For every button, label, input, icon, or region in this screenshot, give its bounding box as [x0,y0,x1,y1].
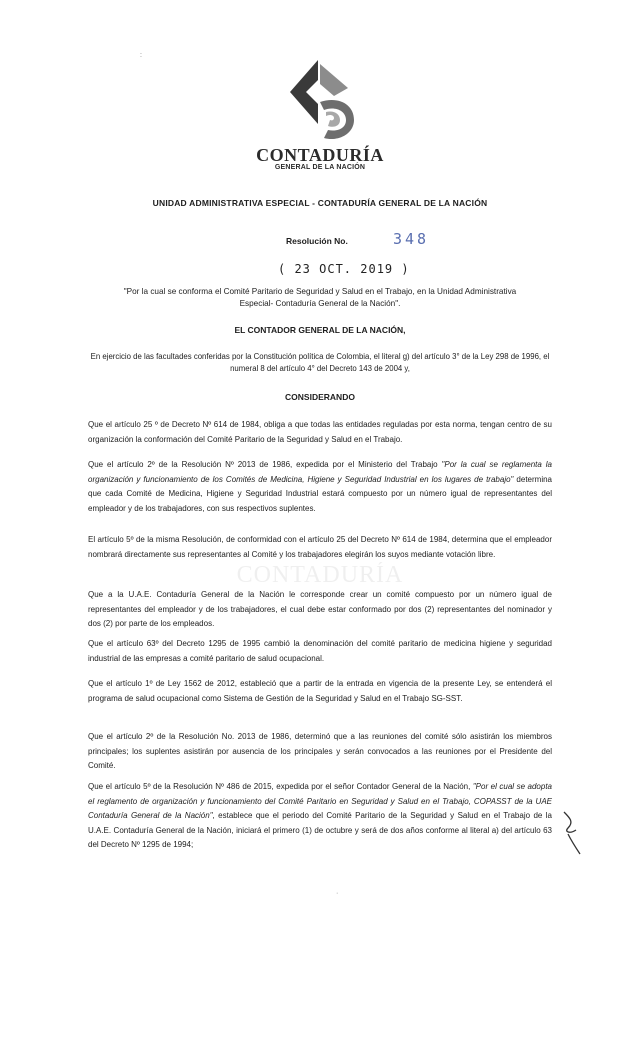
date-stamp: ( 23 OCT. 2019 ) [278,262,410,276]
bottom-mark: · [336,890,339,897]
paragraph-2 [88,458,552,516]
paragraph-1: Que el artículo 25 º de Decreto Nº 614 de 1984, obliga a que todas las entidades reguladas por esta norma, tengan centro de su organización la conformación del Comité Paritario de la Seguridad y Salud en el Trabajo. [88,420,552,444]
authority-heading: EL CONTADOR GENERAL DE LA NACIÓN, [234,325,406,335]
margin-mark: : [140,52,142,59]
entity-header: UNIDAD ADMINISTRATIVA ESPECIAL - CONTADURÍA GENERAL DE LA NACIÓN [152,198,488,208]
paragraph-2-quote: "Por la cual se reglamenta la organización y funcionamiento de los Comités de Medicina, Higiene y Seguridad Industrial en los lugares de trabajo" [88,460,552,484]
considerando-heading: CONSIDERANDO [285,392,355,402]
paragraph-6: Que el artículo 1º de Ley 1562 de 2012, estableció que a partir de la entrada en vigencia de la presente Ley, se entenderá el programa de salud ocupacional como Sistema de Gestión de la Seguridad y Salud en el Trabajo SG-SST. [88,679,552,703]
resolution-label: Resolución No. [286,236,348,246]
watermark: CONTADURÍA [236,562,404,588]
logo-wordmark: CONTADURÍA [256,145,384,165]
resolution-subject: "Por la cual se conforma el Comité Paritario de Seguridad y Salud en el Trabajo, en la Unidad Administrativa Especial- Contaduría General de la Nación". [123,287,517,308]
paragraph-2-rest: determina que cada Comité de Medicina, Higiene y Seguridad Industrial estará compuesto por un número igual de representantes del empleador y de los trabajadores, con sus respectivos suplentes. [88,474,552,513]
logo-subtitle: GENERAL DE LA NACIÓN [274,164,366,171]
paragraph-5: Que el artículo 63º del Decreto 1295 de 1995 cambió la denominación del comité paritario de medicina higiene y seguridad industrial de las empresas a comité paritario de salud ocupacional. [88,639,552,663]
paragraph-3: El artículo 5º de la misma Resolución, de conformidad con el artículo 25 del Decreto Nº 614 de 1984, determina que el empleador nombrará directamente sus representantes al Comité y los trabajadores elegirán los suyos mediante votación libre. [88,535,552,559]
resolution-number: 348 [393,230,430,248]
paragraph-2-text: Que el artículo 2º de la Resolución Nº 2013 de 1986, expedida por el Ministerio del Trabajo [88,460,442,469]
paragraph-7: Que el artículo 2º de la Resolución No. 2013 de 1986, determinó que a las reuniones del comité sólo asistirán los miembros principales; los suplentes asistirán por ausencia de los principales y serán convocados a las reuniones por el Presidente del Comité. [88,732,552,770]
paragraph-4: Que a la U.A.E. Contaduría General de la Nación le corresponde crear un comité compuesto por un número igual de representantes del empleador y de los trabajadores, el cual debe estar conformado por dos (2) representantes del nominador y dos (2) por parte de los empleados. [88,590,552,628]
paragraph-8-rest: , establece que el periodo del Comité Paritario de la Seguridad y Salud en el Trabajo de la U.A.E. Contaduría General de la Nación, iniciará el primero (1) de octubre y será de dos años conforme al literal a) del artículo 63 del Decreto Nº 1295 de 1994; [88,811,552,849]
paragraph-8 [88,780,552,853]
enabling-clause: En ejercicio de las facultades conferidas por la Constitución política de Colombia, el literal g) del artículo 3° de la Ley 298 de 1996, el numeral 8 del artículo 4° del Decreto 143 de 2004 y, [90,352,550,373]
paragraph-8-text: Que el artículo 5º de la Resolución Nº 486 de 2015, expedida por el señor Contador General de la Nación, [88,782,473,791]
paragraph-8-quote: "Por el cual se adopta el reglamento de organización y funcionamiento del Comité Paritario en Seguridad y Salud en el Trabajo, COPASST de la UAE Contaduría General de la Nación" [88,782,552,820]
initials-signature [556,808,586,858]
contaduria-logo-icon [268,58,368,148]
